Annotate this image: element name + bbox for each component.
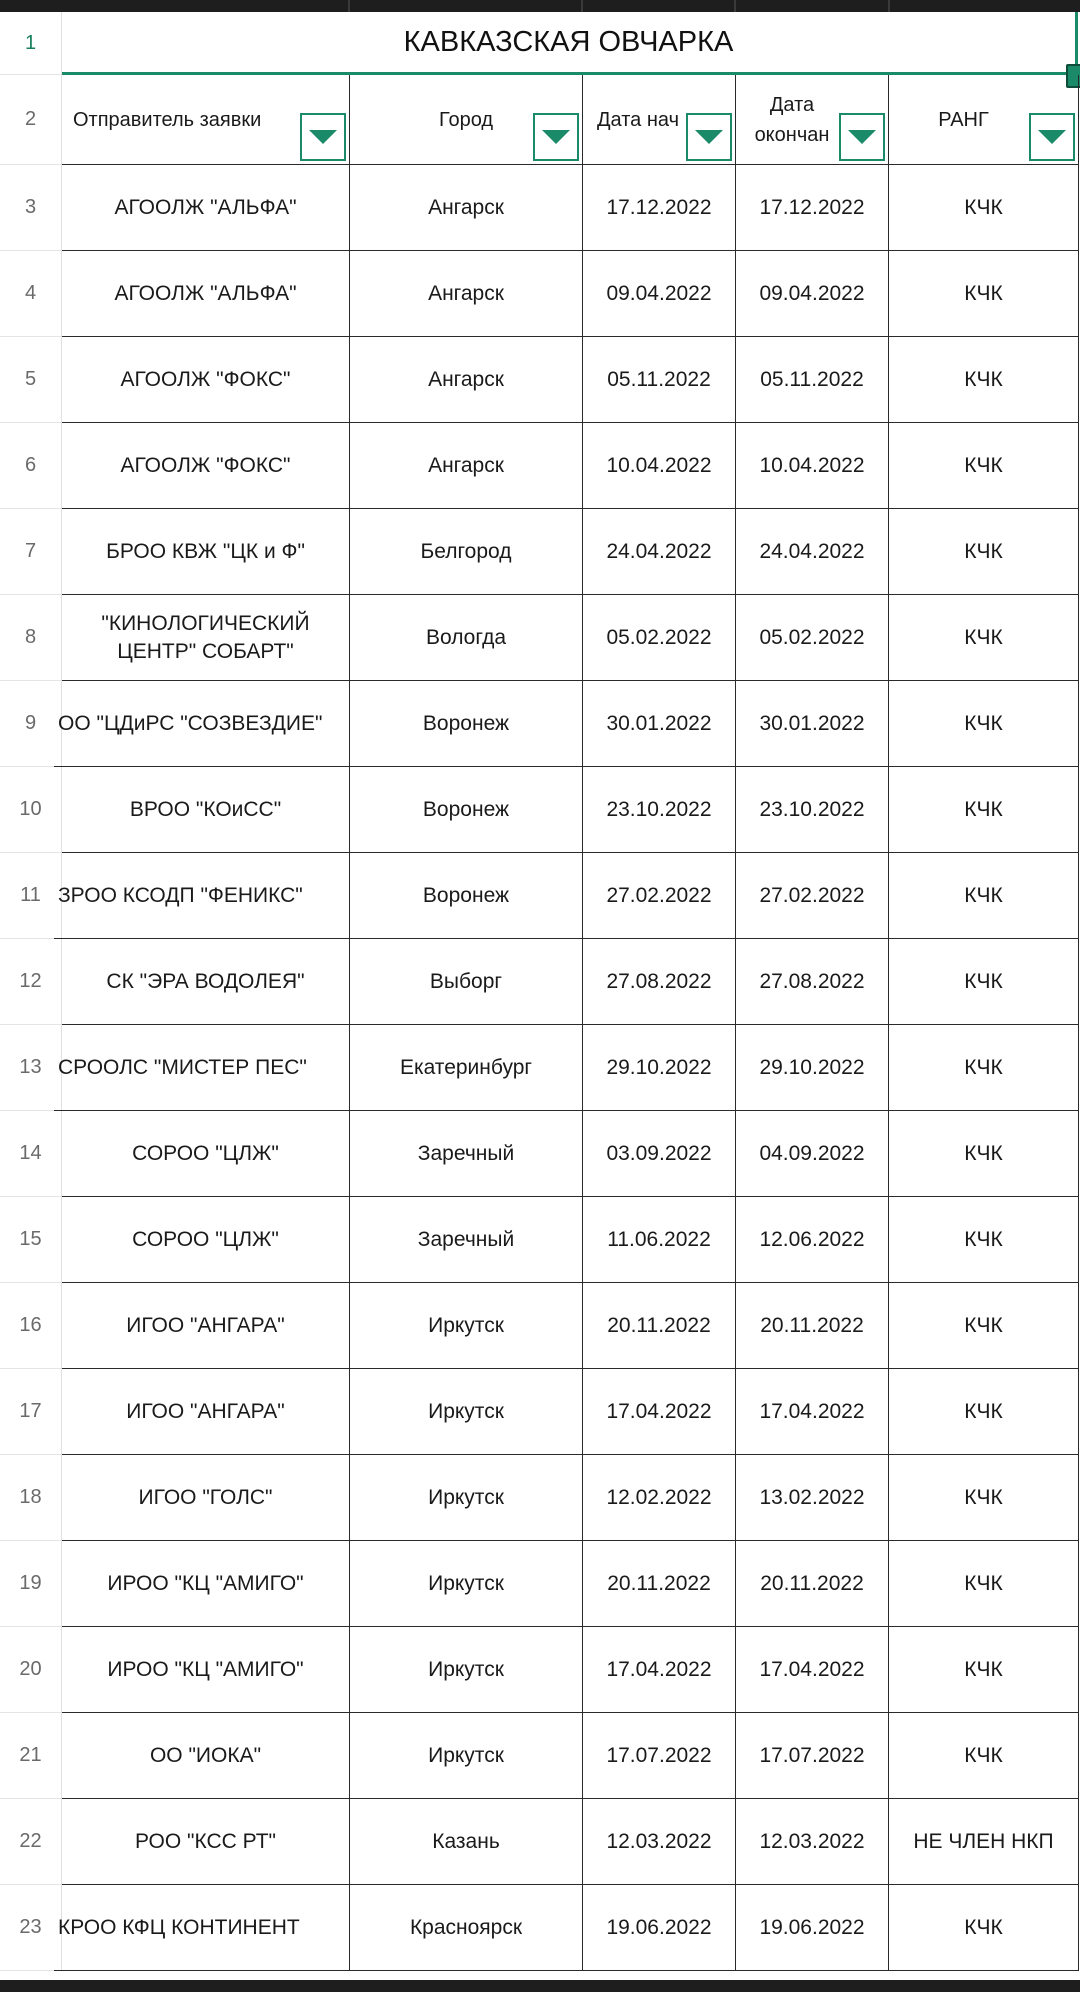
- row-number[interactable]: 19: [0, 1541, 62, 1627]
- cell-end[interactable]: 17.07.2022: [736, 1713, 889, 1799]
- cell-end[interactable]: 17.04.2022: [736, 1369, 889, 1455]
- row-number[interactable]: 23: [0, 1885, 62, 1971]
- cell-end[interactable]: 27.08.2022: [736, 939, 889, 1025]
- cell-start[interactable]: 03.09.2022: [583, 1111, 736, 1197]
- cell-sender[interactable]: АГООЛЖ "АЛЬФА": [62, 251, 350, 337]
- filter-dropdown-button[interactable]: [1029, 113, 1075, 161]
- cell-start[interactable]: 10.04.2022: [583, 423, 736, 509]
- cell-start[interactable]: 27.02.2022: [583, 853, 736, 939]
- header-label: Отправитель заявки: [73, 108, 262, 131]
- cell-start[interactable]: 23.10.2022: [583, 767, 736, 853]
- cell-city[interactable]: Иркутск: [350, 1541, 583, 1627]
- cell-rank[interactable]: КЧК: [889, 1541, 1079, 1627]
- filter-dropdown-button[interactable]: [300, 113, 346, 161]
- filter-dropdown-button[interactable]: [533, 113, 579, 161]
- row-number[interactable]: 14: [0, 1111, 62, 1197]
- cell-sender[interactable]: СОРОО "ЦЛЖ": [62, 1111, 350, 1197]
- cell-rank[interactable]: КЧК: [889, 1369, 1079, 1455]
- cell-city[interactable]: Выборг: [350, 939, 583, 1025]
- row-number[interactable]: 20: [0, 1627, 62, 1713]
- cell-sender[interactable]: ОО "ИОКА": [62, 1713, 350, 1799]
- cell-sender[interactable]: ИРОО "КЦ "АМИГО": [62, 1627, 350, 1713]
- cell-sender[interactable]: АГООЛЖ "ФОКС": [62, 423, 350, 509]
- cell-start[interactable]: 29.10.2022: [583, 1025, 736, 1111]
- cell-end[interactable]: 29.10.2022: [736, 1025, 889, 1111]
- cell-end[interactable]: 20.11.2022: [736, 1283, 889, 1369]
- cell-sender[interactable]: ЗРОО КСОДП "ФЕНИКС": [54, 853, 350, 939]
- cell-start[interactable]: 20.11.2022: [583, 1541, 736, 1627]
- cell-end[interactable]: 24.04.2022: [736, 509, 889, 595]
- row-number[interactable]: 3: [0, 165, 62, 251]
- cell-rank[interactable]: КЧК: [889, 1455, 1079, 1541]
- cell-start[interactable]: 19.06.2022: [583, 1885, 736, 1971]
- cell-start[interactable]: 17.04.2022: [583, 1627, 736, 1713]
- row-number[interactable]: 10: [0, 767, 62, 853]
- row-number[interactable]: 17: [0, 1369, 62, 1455]
- cell-sender[interactable]: АГООЛЖ "АЛЬФА": [62, 165, 350, 251]
- cell-sender[interactable]: ИГОО "ГОЛС": [62, 1455, 350, 1541]
- cell-end[interactable]: 30.01.2022: [736, 681, 889, 767]
- cell-start[interactable]: 12.03.2022: [583, 1799, 736, 1885]
- cell-rank[interactable]: КЧК: [889, 1713, 1079, 1799]
- cell-end[interactable]: 05.11.2022: [736, 337, 889, 423]
- cell-end[interactable]: 13.02.2022: [736, 1455, 889, 1541]
- cell-start[interactable]: 11.06.2022: [583, 1197, 736, 1283]
- row-number[interactable]: 8: [0, 595, 62, 681]
- cell-rank[interactable]: КЧК: [889, 251, 1079, 337]
- cell-city[interactable]: Вологда: [350, 595, 583, 681]
- cell-rank[interactable]: КЧК: [889, 509, 1079, 595]
- header-label: Дата нач: [597, 108, 679, 131]
- cell-end[interactable]: 09.04.2022: [736, 251, 889, 337]
- row-number[interactable]: 9: [0, 681, 62, 767]
- cell-city[interactable]: Иркутск: [350, 1283, 583, 1369]
- cell-city[interactable]: Ангарск: [350, 165, 583, 251]
- dropdown-triangle-icon: [1037, 128, 1067, 146]
- row-number[interactable]: 22: [0, 1799, 62, 1885]
- cell-rank[interactable]: НЕ ЧЛЕН НКП: [889, 1799, 1079, 1885]
- cell-city[interactable]: Иркутск: [350, 1713, 583, 1799]
- cell-start[interactable]: 12.02.2022: [583, 1455, 736, 1541]
- cell-end[interactable]: 23.10.2022: [736, 767, 889, 853]
- cell-rank[interactable]: КЧК: [889, 939, 1079, 1025]
- cell-rank[interactable]: КЧК: [889, 1111, 1079, 1197]
- cell-end[interactable]: 10.04.2022: [736, 423, 889, 509]
- dropdown-triangle-icon: [541, 128, 571, 146]
- cell-start[interactable]: 05.11.2022: [583, 337, 736, 423]
- dropdown-triangle-icon: [308, 128, 338, 146]
- cell-rank[interactable]: КЧК: [889, 1885, 1079, 1971]
- cell-rank[interactable]: КЧК: [889, 1197, 1079, 1283]
- cell-start[interactable]: 24.04.2022: [583, 509, 736, 595]
- row-number[interactable]: 11: [0, 853, 62, 939]
- header-label: Дата окончан: [754, 93, 830, 146]
- cell-start[interactable]: 30.01.2022: [583, 681, 736, 767]
- cell-city[interactable]: Ангарск: [350, 423, 583, 509]
- cell-rank[interactable]: КЧК: [889, 595, 1079, 681]
- cell-city[interactable]: Иркутск: [350, 1627, 583, 1713]
- cell-city[interactable]: Воронеж: [350, 853, 583, 939]
- cell-city[interactable]: Красноярск: [350, 1885, 583, 1971]
- cell-sender[interactable]: ИГОО "АНГАРА": [62, 1283, 350, 1369]
- cell-sender[interactable]: "КИНОЛОГИЧЕСКИЙ ЦЕНТР" СОБАРТ": [62, 595, 350, 681]
- cell-sender[interactable]: КРОО КФЦ КОНТИНЕНТ: [54, 1885, 350, 1971]
- row-number[interactable]: 5: [0, 337, 62, 423]
- row-number[interactable]: 6: [0, 423, 62, 509]
- cell-start[interactable]: 17.04.2022: [583, 1369, 736, 1455]
- cell-end[interactable]: 20.11.2022: [736, 1541, 889, 1627]
- cell-sender[interactable]: АГООЛЖ "ФОКС": [62, 337, 350, 423]
- row-number[interactable]: 12: [0, 939, 62, 1025]
- cell-end[interactable]: 19.06.2022: [736, 1885, 889, 1971]
- cell-end[interactable]: 05.02.2022: [736, 595, 889, 681]
- header-label: Город: [438, 108, 494, 131]
- row-number[interactable]: 7: [0, 509, 62, 595]
- cell-sender[interactable]: СОРОО "ЦЛЖ": [62, 1197, 350, 1283]
- filter-dropdown-button[interactable]: [839, 113, 885, 161]
- cell-start[interactable]: 27.08.2022: [583, 939, 736, 1025]
- cell-sender[interactable]: ИРОО "КЦ "АМИГО": [62, 1541, 350, 1627]
- row-number[interactable]: 4: [0, 251, 62, 337]
- row-number[interactable]: 21: [0, 1713, 62, 1799]
- row-number[interactable]: 18: [0, 1455, 62, 1541]
- sheet-title-cell[interactable]: КАВКАЗСКАЯ ОВЧАРКА: [62, 12, 1078, 75]
- cell-rank[interactable]: КЧК: [889, 423, 1079, 509]
- cell-sender[interactable]: СРООЛС "МИСТЕР ПЕС": [54, 1025, 350, 1111]
- cell-start[interactable]: 09.04.2022: [583, 251, 736, 337]
- cell-rank[interactable]: КЧК: [889, 767, 1079, 853]
- filter-dropdown-button[interactable]: [686, 113, 732, 161]
- top-status-strip: [0, 0, 1080, 12]
- cell-city[interactable]: Ангарск: [350, 337, 583, 423]
- cell-sender[interactable]: ВРОО "КОиСС": [62, 767, 350, 853]
- cell-rank[interactable]: КЧК: [889, 681, 1079, 767]
- cell-rank[interactable]: КЧК: [889, 1283, 1079, 1369]
- cell-sender[interactable]: БРОО КВЖ "ЦК и Ф": [62, 509, 350, 595]
- cell-city[interactable]: Иркутск: [350, 1455, 583, 1541]
- cell-start[interactable]: 05.02.2022: [583, 595, 736, 681]
- cell-city[interactable]: Воронеж: [350, 681, 583, 767]
- header-label: РАНГ: [938, 108, 989, 131]
- dropdown-triangle-icon: [694, 128, 724, 146]
- cell-city[interactable]: Ангарск: [350, 251, 583, 337]
- dropdown-triangle-icon: [847, 128, 877, 146]
- cell-end[interactable]: 27.02.2022: [736, 853, 889, 939]
- cell-sender[interactable]: ИГОО "АНГАРА": [62, 1369, 350, 1455]
- cell-city[interactable]: Заречный: [350, 1111, 583, 1197]
- cell-city[interactable]: Белгород: [350, 509, 583, 595]
- cell-end[interactable]: 17.04.2022: [736, 1627, 889, 1713]
- row-number[interactable]: 16: [0, 1283, 62, 1369]
- cell-rank[interactable]: КЧК: [889, 853, 1079, 939]
- cell-rank[interactable]: КЧК: [889, 165, 1079, 251]
- cell-city[interactable]: Казань: [350, 1799, 583, 1885]
- cell-city[interactable]: Иркутск: [350, 1369, 583, 1455]
- cell-rank[interactable]: КЧК: [889, 1025, 1079, 1111]
- cell-start[interactable]: 20.11.2022: [583, 1283, 736, 1369]
- cell-start[interactable]: 17.12.2022: [583, 165, 736, 251]
- cell-sender[interactable]: РОО "КСС РТ": [62, 1799, 350, 1885]
- row-number-2[interactable]: 2: [0, 75, 62, 165]
- cell-city[interactable]: Воронеж: [350, 767, 583, 853]
- cell-end[interactable]: 04.09.2022: [736, 1111, 889, 1197]
- row-number-1[interactable]: 1: [0, 12, 62, 75]
- row-number[interactable]: 13: [0, 1025, 62, 1111]
- cell-rank[interactable]: КЧК: [889, 1627, 1079, 1713]
- cell-end[interactable]: 17.12.2022: [736, 165, 889, 251]
- cell-end[interactable]: 12.06.2022: [736, 1197, 889, 1283]
- cell-city[interactable]: Заречный: [350, 1197, 583, 1283]
- cell-rank[interactable]: КЧК: [889, 337, 1079, 423]
- cell-end[interactable]: 12.03.2022: [736, 1799, 889, 1885]
- cell-city[interactable]: Екатеринбург: [350, 1025, 583, 1111]
- cell-start[interactable]: 17.07.2022: [583, 1713, 736, 1799]
- cell-sender[interactable]: СК "ЭРА ВОДОЛЕЯ": [62, 939, 350, 1025]
- bottom-strip: [0, 1980, 1080, 1992]
- cell-sender[interactable]: ОО "ЦДиРС "СОЗВЕЗДИЕ": [54, 681, 350, 767]
- row-number[interactable]: 15: [0, 1197, 62, 1283]
